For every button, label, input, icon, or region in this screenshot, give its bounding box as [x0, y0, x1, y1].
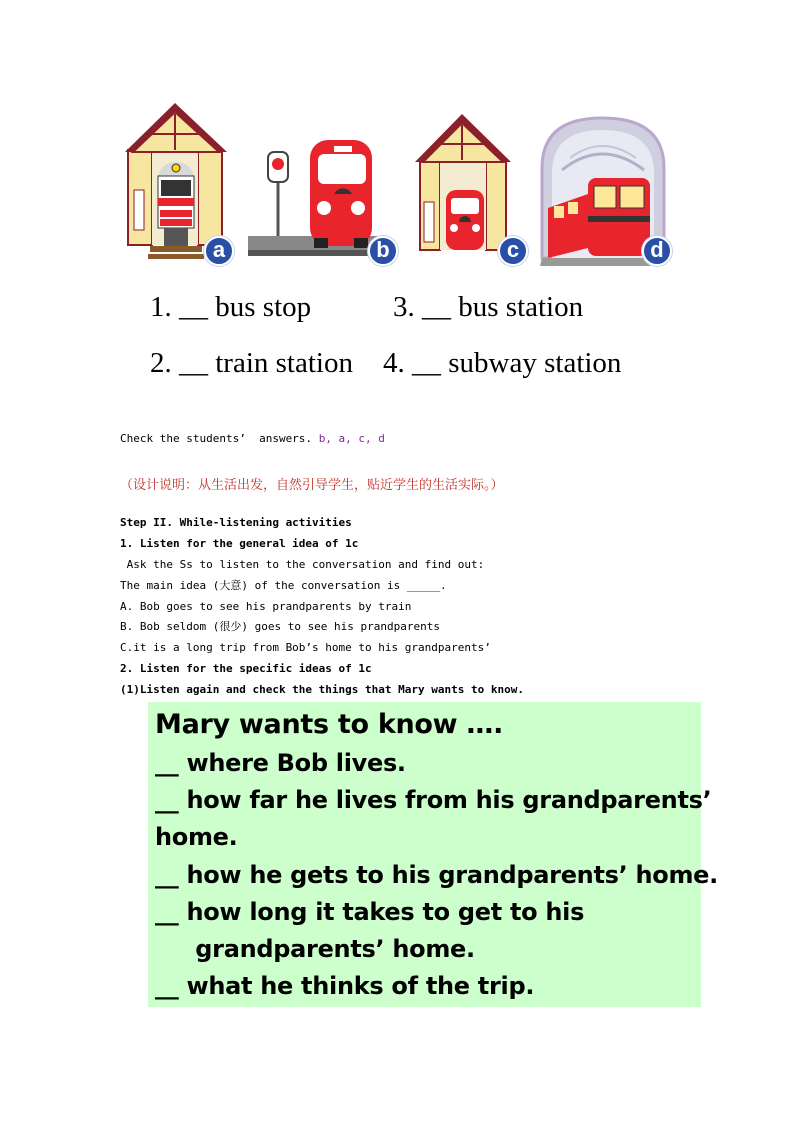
- picture-a: [120, 98, 232, 273]
- instruction-line: Ask the Ss to listen to the conversation and find out:: [120, 558, 485, 571]
- transport-pictures: [120, 98, 670, 273]
- question-line: The main idea (大意) of the conversation is _____.: [120, 579, 447, 592]
- check-answers-prefix: Check the students’ answers.: [120, 432, 319, 445]
- part2-subtitle: (1)Listen again and check the things that Mary wants to know.: [120, 683, 524, 696]
- check-answers-line: [120, 432, 385, 446]
- picture-d: [540, 98, 670, 273]
- box-line-2-cont: home.: [155, 823, 238, 851]
- matching-item-1: 1. __ bus stop: [150, 291, 312, 323]
- box-heading: Mary wants to know ….: [155, 709, 504, 740]
- picture-b-letter: b: [368, 236, 398, 266]
- matching-item-4: 4. __ subway station: [383, 347, 622, 379]
- box-line-2: __ how far he lives from his grandparents’: [155, 786, 712, 814]
- picture-c: [412, 98, 542, 273]
- picture-b: [248, 98, 398, 273]
- part2-title: 2. Listen for the specific ideas of 1c: [120, 662, 372, 675]
- option-a: A. Bob goes to see his prandparents by train: [120, 600, 412, 613]
- step-title: Step II. While-listening activities: [120, 516, 352, 529]
- design-note: （设计说明：从生活出发，自然引导学生，贴近学生的生活实际。）: [120, 478, 504, 493]
- box-line-5: __ what he thinks of the trip.: [155, 972, 535, 1000]
- option-b: B. Bob seldom (很少) goes to see his prandparents: [120, 620, 441, 633]
- box-line-4: __ how long it takes to get to his: [155, 898, 585, 926]
- matching-item-2: 2. __ train station: [150, 347, 353, 379]
- picture-c-letter: c: [498, 236, 528, 266]
- picture-d-letter: d: [642, 236, 672, 266]
- picture-a-letter: a: [204, 236, 234, 266]
- matching-item-3: 3. __ bus station: [393, 291, 584, 323]
- option-c: C.it is a long trip from Bob’s home to his grandparents’: [120, 641, 491, 654]
- answer-key: b, a, c, d: [318, 432, 385, 445]
- box-line-3: __ how he gets to his grandparents’ home.: [155, 861, 718, 889]
- box-line-4-cont: grandparents’ home.: [155, 935, 475, 963]
- box-line-1: __ where Bob lives.: [155, 749, 406, 777]
- mary-wants-to-know-box: [148, 702, 718, 1007]
- part1-title: 1. Listen for the general idea of 1c: [120, 537, 359, 550]
